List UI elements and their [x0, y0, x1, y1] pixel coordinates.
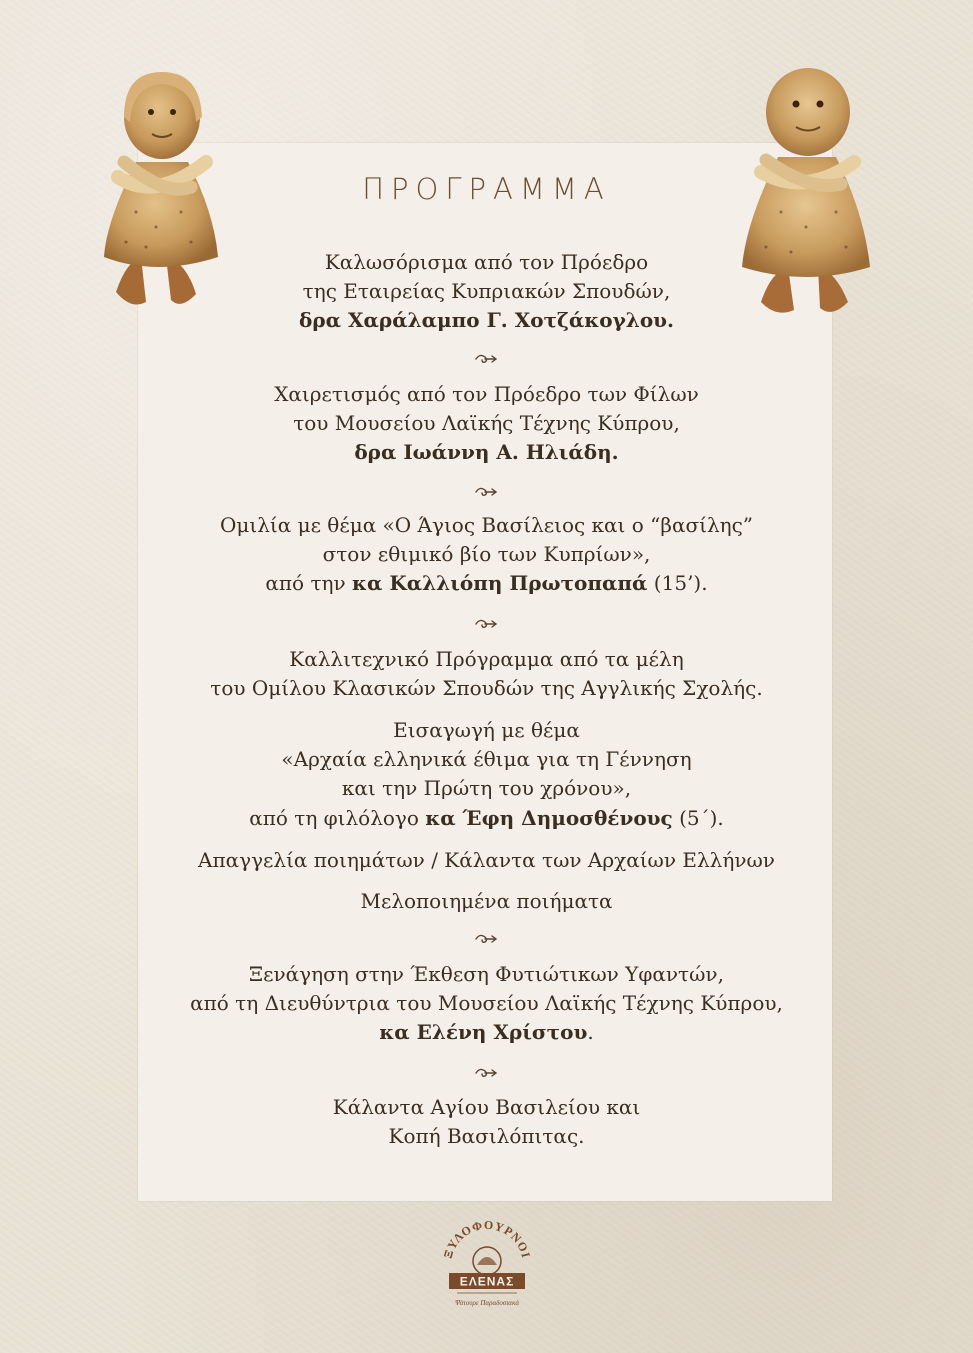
logo-arc-text: ΞΥΛΟΦΟΥΡΝΟΙ: [440, 1217, 534, 1260]
line-text: από την: [265, 571, 353, 595]
program-line: [0, 804, 973, 832]
svg-text:ΞΥΛΟΦΟΥΡΝΟΙ: [441, 1218, 534, 1260]
line-text: από τη Διευθύντρια του Μουσείου Λαϊκής Τέχνης Κύπρου,: [190, 991, 783, 1015]
speaker-name: κα Καλλιόπη Πρωτοπαπά: [352, 571, 648, 595]
program-line: [0, 674, 973, 702]
program-line: [0, 248, 973, 276]
logo-tagline: Ψάτουρε Παραδοσιακά: [455, 1299, 519, 1307]
line-text: του Μουσείου Λαϊκής Τέχνης Κύπρου,: [293, 411, 680, 435]
swirl-ornament-icon: [474, 485, 498, 499]
line-text: Χαιρετισμός από τον Πρόεδρο των Φίλων: [274, 382, 699, 406]
line-text: Εισαγωγή με θέμα: [393, 718, 580, 742]
speaker-name: κα Ελένη Χρίστου: [379, 1020, 588, 1044]
line-suffix: .: [587, 1020, 594, 1044]
program-line: [0, 1093, 973, 1121]
line-suffix: (5΄).: [672, 806, 724, 830]
program-line: [0, 645, 973, 673]
program-line: [0, 716, 973, 744]
program-line: [0, 277, 973, 305]
program-line: [0, 960, 973, 988]
program-line: [0, 774, 973, 802]
program-line: [0, 540, 973, 568]
line-text: Ομιλία με θέμα «Ο Άγιος Βασίλειος και ο “βασίλης”: [219, 513, 754, 537]
line-text: της Εταιρείας Κυπριακών Σπουδών,: [302, 279, 671, 303]
line-suffix: (15’).: [647, 571, 708, 595]
program-line: [0, 989, 973, 1017]
program-line: [0, 306, 973, 334]
swirl-ornament-icon: [474, 932, 498, 946]
program-line: [0, 887, 973, 915]
line-text: του Ομίλου Κλασικών Σπουδών της Αγγλικής Σχολής.: [210, 676, 763, 700]
line-text: Απαγγελία ποιημάτων / Κάλαντα των Αρχαίων Ελλήνων: [198, 848, 775, 872]
program-line: [0, 1018, 973, 1046]
speaker-name: δρα Ιωάννη Α. Ηλιάδη.: [354, 440, 619, 464]
line-text: Κοπή Βασιλόπιτας.: [388, 1124, 585, 1148]
speaker-name: κα Έφη Δημοσθένους: [425, 806, 673, 830]
line-text: από τη φιλόλογο: [249, 806, 426, 830]
program-line: [0, 569, 973, 597]
page-title: ΠΡΟΓΡΑΜΜΑ: [362, 172, 611, 206]
line-text: στον εθιμικό βίο των Κυπρίων»,: [322, 542, 651, 566]
bakery-logo: [437, 1213, 537, 1318]
line-text: Καλωσόρισμα από τον Πρόεδρο: [324, 250, 649, 274]
program-line: [0, 409, 973, 437]
swirl-ornament-icon: [474, 1066, 498, 1080]
line-text: «Αρχαία ελληνικά έθιμα για τη Γέννηση: [281, 747, 692, 771]
program-line: [0, 745, 973, 773]
line-text: Μελοποιημένα ποιήματα: [360, 889, 613, 913]
line-text: Καλλιτεχνικό Πρόγραμμα από τα μέλη: [289, 647, 684, 671]
program-line: [0, 380, 973, 408]
line-text: και την Πρώτη του χρόνου»,: [341, 776, 632, 800]
line-text: Ξενάγηση στην Έκθεση Φυτιώτικων Υφαντών,: [249, 962, 724, 986]
program-line: [0, 846, 973, 874]
program-line: [0, 438, 973, 466]
line-text: Κάλαντα Αγίου Βασιλείου και: [332, 1095, 641, 1119]
program-line: [0, 1122, 973, 1150]
program-line: [0, 511, 973, 539]
swirl-ornament-icon: [474, 617, 498, 631]
swirl-ornament-icon: [474, 352, 498, 366]
logo-name: ΕΛΕΝΑΣ: [459, 1274, 515, 1289]
speaker-name: δρα Χαράλαμπο Γ. Χοτζάκογλου.: [299, 308, 674, 332]
